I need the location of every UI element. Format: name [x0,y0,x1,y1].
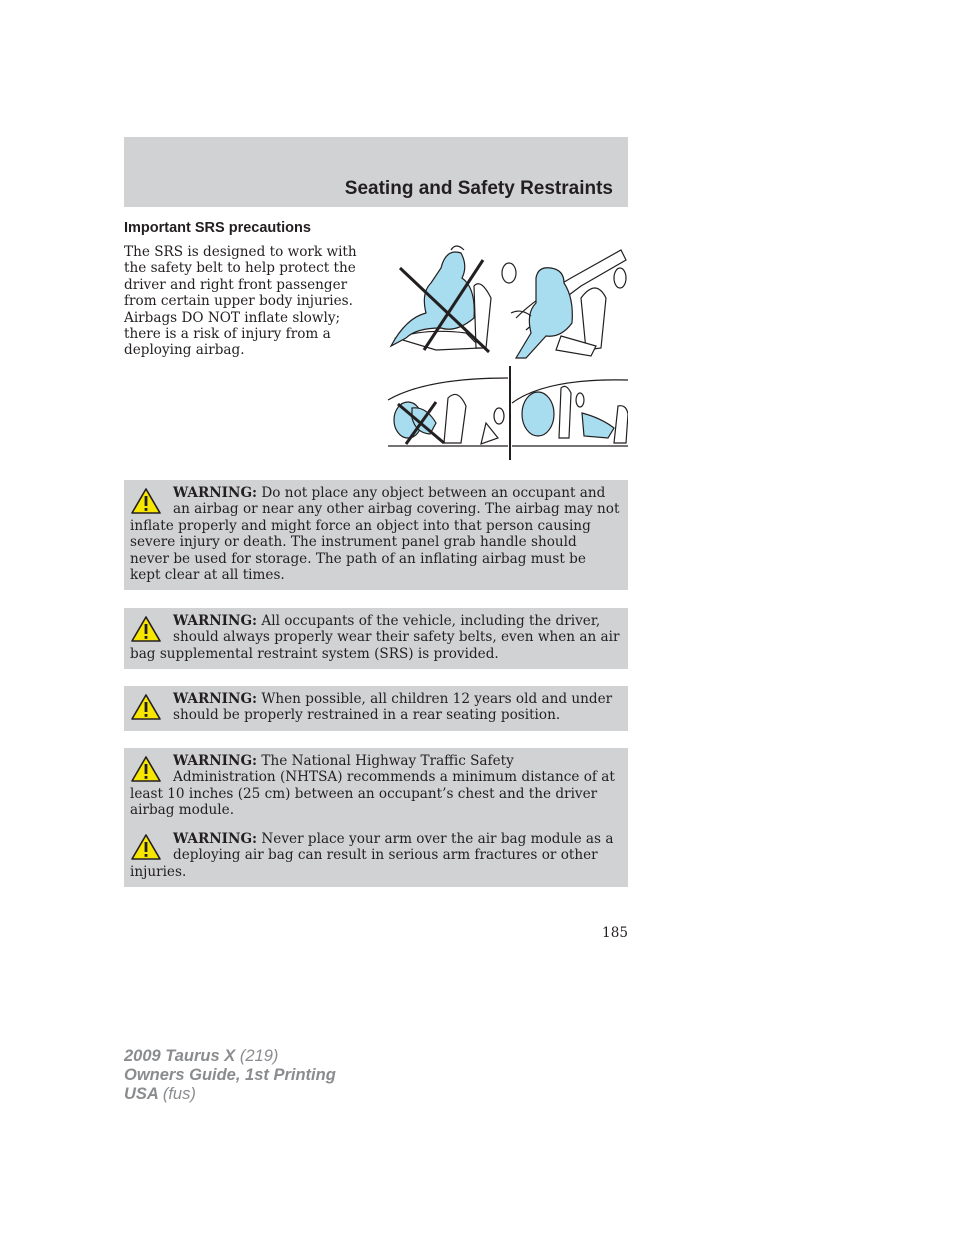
warning-text: The National Highway Traffic Safety Administration (NHTSA) recommends a minimum distance of at least 10 inches (25 cm) between an occupant’s chest and the driver airbag module. [130,753,615,819]
warning-label: WARNING: [173,753,258,769]
section-heading: Important SRS precautions [124,220,311,236]
document-footer [124,1047,336,1104]
warning-text: All occupants of the vehicle, including the driver, should always properly wear their safety belts, even when an air bag supplemental restraint system (SRS) is provided. [130,613,620,662]
footer-line-market [124,1085,336,1104]
warning-box [124,608,628,669]
footer-model-code: (219) [239,1047,279,1065]
page-number: 185 [602,925,628,941]
warning-text: Do not place any object between an occupant and an airbag or near any other airbag covering. The airbag may not inflate properly and might force an object into that person causing severe injury or death. The instrument panel grab handle should never be used for storage. The path of an inflating airbag must be kept clear at all times. [130,485,620,584]
warning-triangle-icon [130,615,162,643]
warning-label: WARNING: [173,613,258,629]
warning-box [124,686,628,731]
warning-box [124,748,628,826]
footer-line-model [124,1047,336,1066]
warning-label: WARNING: [173,691,258,707]
footer-market: USA [124,1085,159,1103]
footer-model: 2009 Taurus X [124,1047,236,1065]
warning-text: When possible, all children 12 years old and under should be properly restrained in a rear seating position. [173,691,613,724]
warning-text: Never place your arm over the air bag module as a deploying air bag can result in serious arm fractures or other injuries. [130,831,614,880]
warning-label: WARNING: [173,485,258,501]
warning-triangle-icon [130,487,162,515]
chapter-title: Seating and Safety Restraints [344,178,613,199]
footer-edition: Owners Guide, 1st Printing [124,1066,336,1084]
intro-paragraph: The SRS is designed to work with the safety belt to help protect the driver and right front passenger from certain upper body injuries. Airbags DO NOT inflate slowly; there is a risk of injury from a deploying airbag. [124,244,357,359]
warning-triangle-icon [130,755,162,783]
airbag-position-diagram [386,238,628,461]
warning-box [124,826,628,887]
warning-triangle-icon [130,833,162,861]
chapter-header [124,137,628,207]
warning-label: WARNING: [173,831,258,847]
warning-triangle-icon [130,693,162,721]
footer-market-code: (fus) [162,1085,196,1103]
warning-box [124,480,628,590]
